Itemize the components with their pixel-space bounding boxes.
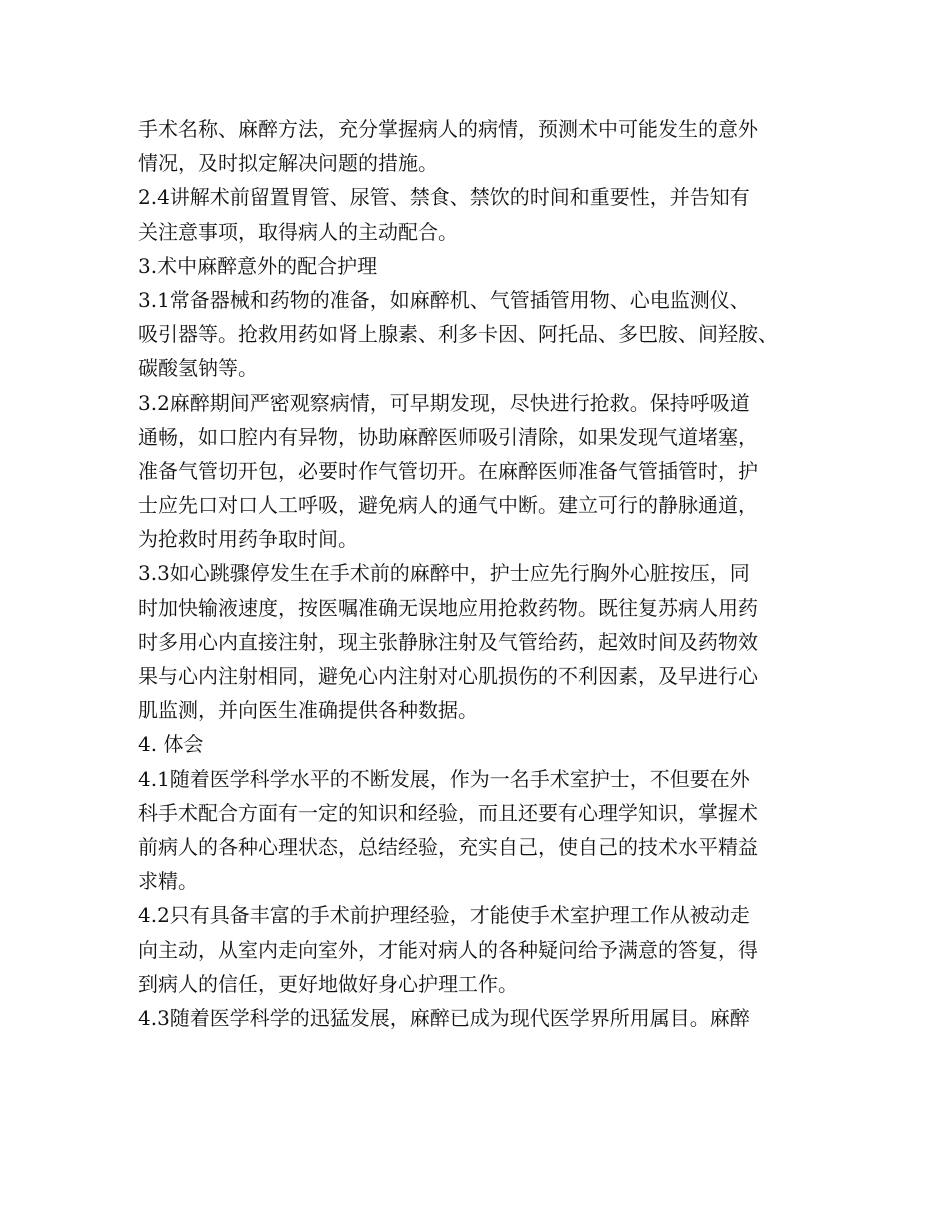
text-line: 科手术配合方面有一定的知识和经验，而且还要有心理学知识，掌握术	[138, 800, 758, 825]
document-body	[138, 112, 838, 1035]
text-line: 准备气管切开包，必要时作气管切开。在麻醉医师准备气管插管时，护	[138, 458, 758, 483]
text-line: 碳酸氢钠等。	[138, 356, 258, 381]
text-line: 求精。	[138, 869, 198, 894]
text-line: 4.3随着医学科学的迅猛发展，麻醉已成为现代医学界所用属目。麻醉	[138, 1005, 750, 1030]
text-line: 为抢救时用药争取时间。	[138, 527, 358, 552]
text-line: 关注意事项，取得病人的主动配合。	[138, 219, 458, 244]
text-line: 手术名称、麻醉方法，充分掌握病人的病情，预测术中可能发生的意外	[138, 117, 758, 141]
text-line: 情况，及时拟定解决问题的措施。	[138, 151, 438, 176]
text-line: 到病人的信任，更好地做好身心护理工作。	[138, 971, 518, 996]
text-line: 前病人的各种心理状态，总结经验，充实自己，使自己的技术水平精益	[138, 834, 758, 859]
section-heading: 4. 体会	[138, 732, 204, 757]
text-line: 士应先口对口人工呼吸，避免病人的通气中断。建立可行的静脉通道，	[138, 493, 758, 518]
text-line: 通畅，如口腔内有异物，协助麻醉医师吸引清除，如果发现气道堵塞，	[138, 424, 758, 449]
text-line: 果与心内注射相同，避免心内注射对心肌损伤的不利因素，及早进行心	[138, 664, 758, 688]
text-line: 时多用心内直接注射，现主张静脉注射及气管给药，起效时间及药物效	[138, 629, 758, 654]
section-heading: 3.术中麻醉意外的配合护理	[138, 253, 378, 278]
text-line: 4.1随着医学科学水平的不断发展，作为一名手术室护士，不但要在外	[138, 766, 750, 791]
text-line: 4.2只有具备丰富的手术前护理经验，才能使手术室护理工作从被动走	[138, 903, 750, 928]
text-line: 向主动，从室内走向室外，才能对病人的各种疑问给予满意的答复，得	[138, 937, 758, 962]
text-line: 吸引器等。抢救用药如肾上腺素、利多卡因、阿托品、多巴胺、间羟胺、	[138, 322, 778, 347]
text-line: 3.1常备器械和药物的准备，如麻醉机、气管插管用物、心电监测仪、	[138, 287, 750, 312]
text-line: 肌监测，并向医生准确提供各种数据。	[138, 698, 478, 723]
text-line: 3.3如心跳骤停发生在手术前的麻醉中，护士应先行胸外心脏按压，同	[138, 561, 750, 586]
text-line: 2.4讲解术前留置胃管、尿管、禁食、禁饮的时间和重要性，并告知有	[138, 185, 750, 210]
text-line: 时加快输液速度，按医嘱准确无误地应用抢救药物。既往复苏病人用药	[138, 595, 758, 620]
text-line: 3.2麻醉期间严密观察病情，可早期发现，尽快进行抢救。保持呼吸道	[138, 390, 750, 415]
